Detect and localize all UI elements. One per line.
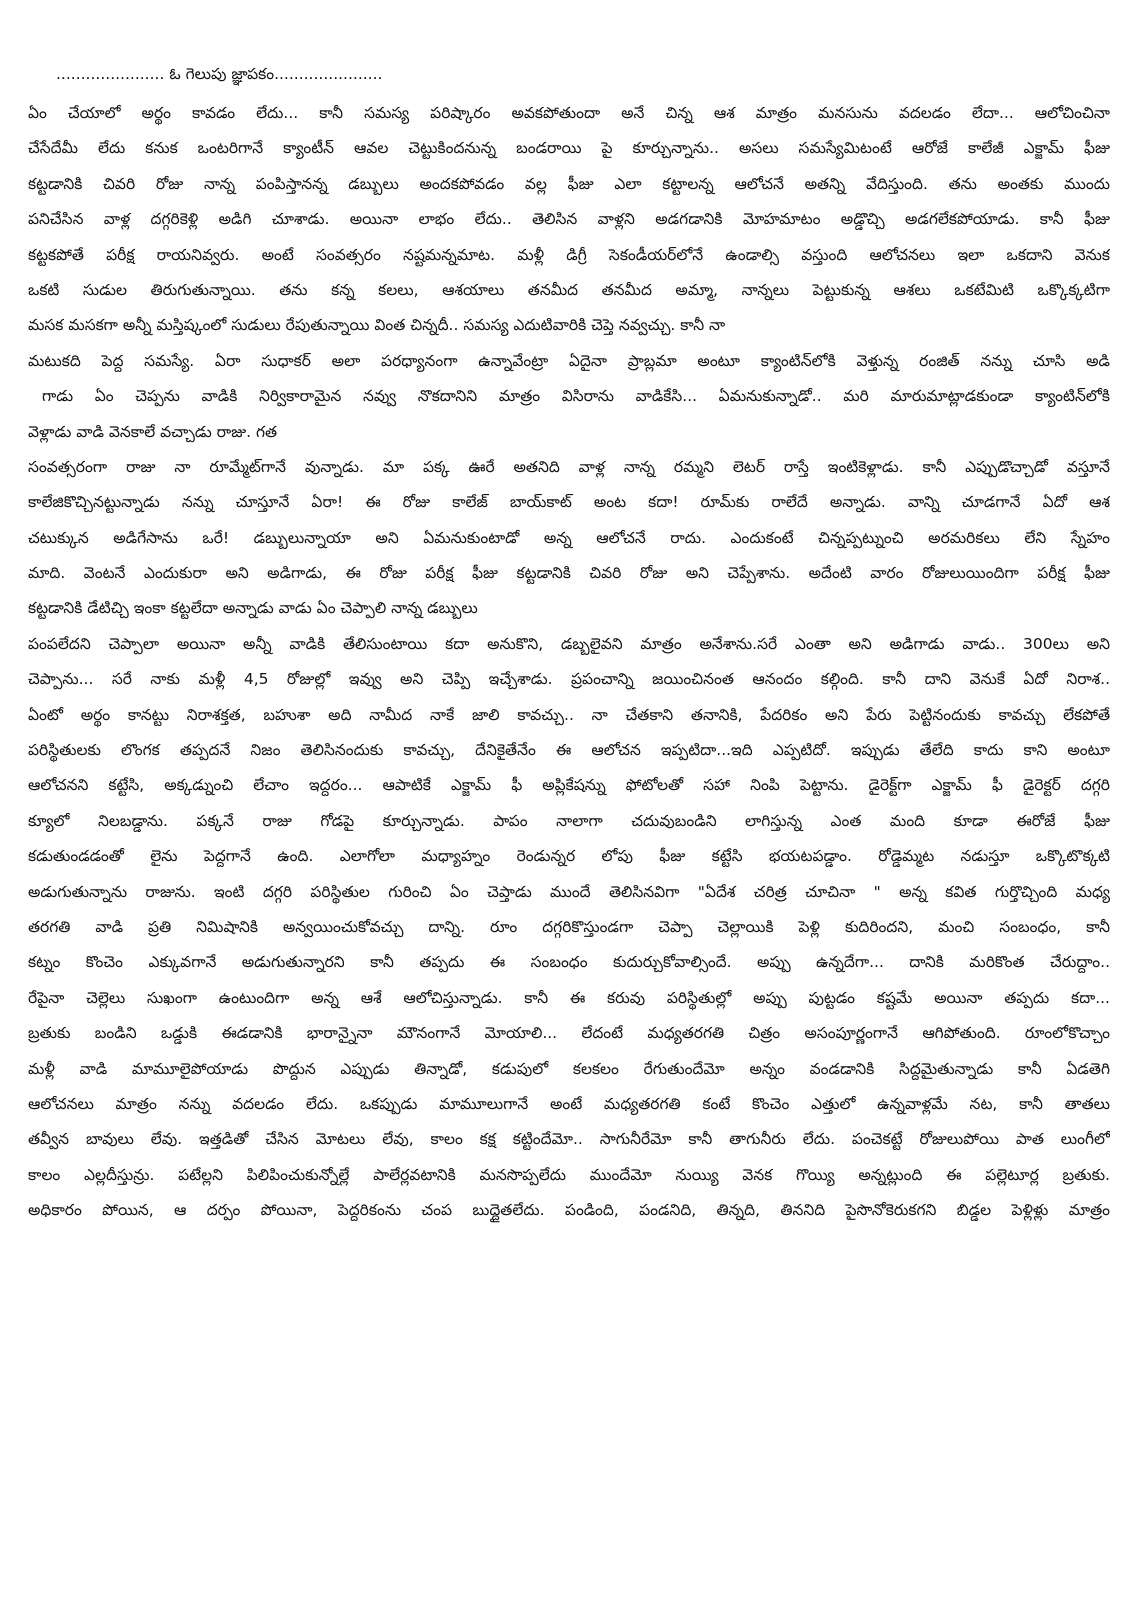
text-line: కాలేజికొచ్చినట్టున్నాడు నన్ను చూస్తూనే ఏరా! ఈ రోజు కాలేజ్ బాయ్‌కాట్ అంట కదా! రూమ్‌కు రాలేదే అన్నాడు. వాన్ని చూడగానే ఏదో ఆశ [28, 493, 1110, 512]
text-line: అడుగుతున్నాను రాజును. ఇంటి దగ్గరి పరిస్థితుల గురించి ఏం చెప్తాడు ముందే తెలిసినవిగా "ఏదేశ చరిత్ర చూచినా " అన్న కవిత గుర్తొచ్చింది మధ్య [28, 882, 1110, 901]
document-body [28, 96, 1110, 1229]
text-line: మళ్లీ వాడి మామూలైపోయాడు పొద్దున ఎప్పుడు తిన్నాడో, కడుపులో కలకలం రేగుతుందేమో అన్నం వండడానికి సిద్దమైతున్నాడు కానీ ఏడతెగి [28, 1059, 1110, 1078]
text-line: బ్రతుకు బండిని ఒడ్డుకి ఈడడానికి భారాన్నైనా మౌనంగానే మోయాలి... లేదంటే మధ్యతరగతి చిత్రం అసంపూర్ణంగానే ఆగిపోతుంది. రూంలోకొచ్చాం [28, 1024, 1110, 1043]
text-line: ఒకటి సుడుల తిరుగుతున్నాయి. తను కన్న కలలు, ఆశయాలు తనమీద తనమీద అమ్మా, నాన్నలు పెట్టుకున్న ఆశలు ఒకటేమిటి ఒక్కొక్కటిగా [28, 280, 1110, 299]
text-line: ఆలోచనలు మాత్రం నన్ను వదలడం లేదు. ఒకప్పుడు మామూలుగానే అంటే మధ్యతరగతి కంటే కొంచెం ఎత్తులో ఉన్నవాళ్లమే నట, కానీ తాతలు [28, 1094, 1110, 1113]
text-line: కట్టడానికి డేటిచ్చి ఇంకా కట్టలేదా అన్నాడు వాడు ఏం చెప్పాలి నాన్న డబ్బులు [28, 599, 478, 618]
text-line: కట్నం కొంచెం ఎక్కువగానే అడుగుతున్నారని కానీ తప్పదు ఈ సంబంధం కుదుర్చుకోవాల్సిందే. అప్పు ఉన్నదేగా... దానికి మరికొంత చేరుద్దాం.. [28, 953, 1110, 972]
text-line: సంవత్సరంగా రాజు నా రూమ్మేట్‌గానే వున్నాడు. మా పక్క ఊరే అతనిది వాళ్ల నాన్న రమ్మని లెటర్ రాస్తే ఇంటికెళ్లాడు. కానీ ఎప్పుడొచ్చాడో వస్తూనే [28, 457, 1110, 476]
text-line: మాది. వెంటనే ఎందుకురా అని అడిగాడు, ఈ రోజు పరీక్ష ఫీజు కట్టడానికి చివరి రోజు అని చెప్పేశాను. అదేంటి వారం రోజులుయిందిగా పరీక్ష ఫీజు [28, 564, 1110, 583]
text-line: అధికారం పోయిన, ఆ దర్పం పోయినా, పెద్దరికంను చంప బుద్దైతలేదు. పండింది, పండనిది, తిన్నది, తిననిది పైసొనోకెరుకగని బిడ్డల పెళ్లిళ్లు మాత్రం [28, 1201, 1110, 1220]
text-line: మసక మసకగా అన్నీ మస్తిష్కంలో సుడులు రేపుతున్నాయి వింత చిన్నదీ.. సమస్య ఎదుటివారికి చెప్తె నవ్వచ్చు. కానీ నా [28, 316, 726, 335]
text-line: రేపైనా చెల్లెలు సుఖంగా ఉంటుందిగా అన్న ఆశే ఆలోచిస్తున్నాడు. కానీ ఈ కరువు పరిస్థితుల్లో అప్పు పుట్టడం కష్టమే అయినా తప్పదు కదా... [28, 988, 1110, 1007]
text-line: ఏంటో అర్థం కానట్టు నిరాశక్తత, బహుశా అది నామీద నాకే జాలి కావచ్చు.. నా చేతకాని తనానికి, పేదరికం అని పేరు పెట్టినందుకు కావచ్చు లేకపోతే [28, 705, 1110, 724]
text-line: మటుకది పెద్ద సమస్యే. ఏరా సుధాకర్ అలా పరధ్యానంగా ఉన్నావేంట్రా ఏదైనా ప్రాబ్లమా అంటూ క్యాంటిన్‌లోకి వెళ్తున్న రంజిత్ నన్ను చూసి అడి [28, 351, 1110, 370]
text-line: ఏం చేయాలో అర్థం కావడం లేదు... కానీ సమస్య పరిష్కారం అవకపోతుందా అనే చిన్న ఆశ మాత్రం మనసును వదలడం లేదా... ఆలోచించినా [28, 104, 1110, 122]
text-line: గాడు ఏం చెప్పను వాడికి నిర్వికారామైన నవ్వు నొకదానిని మాత్రం విసిరాను వాడికేసి... ఏమనుకున్నాడో.. మరి మారుమాట్లాడకుండా క్యాంటిన్‌లోకి [42, 387, 1110, 406]
text-line: చెప్పాను... సరే నాకు మళ్లీ 4,5 రోజుల్లో ఇవ్వు అని చెప్పి ఇచ్చేశాడు. ప్రపంచాన్ని జయించినంత ఆనందం కల్గింది. కానీ దాని వెనుకే ఏదో నిరాశ.. [28, 670, 1110, 689]
text-line: కడుతుండడంతో లైను పెద్దగానే ఉంది. ఎలాగోలా మధ్యాహ్నం రెండున్నర లోపు ఫీజు కట్టేసి భయటపడ్డాం. రోడ్డెమ్మట నడుస్తూ ఒక్కొటొక్కటి [28, 847, 1110, 866]
text-line: క్యూలో నిలబడ్డాను. పక్కనే రాజు గోడపై కూర్చున్నాడు. పాపం నాలాగా చదువుబండిని లాగిస్తున్న ఎంత మంది కూడా ఈరోజే ఫీజు [28, 811, 1110, 830]
text-line: చటుక్కున అడిగేసాను ఒరే! డబ్బులున్నాయా అని ఏమనుకుంటాడో అన్న ఆలోచనే రాదు. ఎందుకంటే చిన్నప్పట్నుంచి అరమరికలు లేని స్నేహం [28, 528, 1110, 547]
document-title: ...................... ఓ గెలుపు జ్ఞాపకం...................... [56, 65, 383, 83]
text-line: కాలం ఎల్లదీస్తున్రు. పటేల్లని పిలిపించుకున్నోల్లే పాలేర్లవటానికి మనసొప్పలేదు ముందేమో నుయ్యి వెనక గొయ్యి అన్నట్లుంది ఈ పల్లెటూర్ల బ్రతుకు. [28, 1165, 1110, 1184]
text-line: కట్టకపోతే పరీక్ష రాయనివ్వరు. అంటే సంవత్సరం నష్టమన్నమాట. మళ్లీ డిగ్రీ సెకండీయర్‌లోనే ఉండాల్సి వస్తుంది ఆలోచనలు ఇలా ఒకదాని వెనుక [28, 245, 1110, 264]
text-line: పంపలేదని చెప్పాలా అయినా అన్నీ వాడికి తేలిసుంటాయి కదా అనుకొని, డబ్బలైవని మాత్రం అనేశాను.సరే ఎంతా అని అడిగాడు వాడు.. 300లు అని [28, 634, 1110, 653]
text-line: తవ్వీన బావులు లేవు. ఇత్తడితో చేసిన మోటలు లేవు, కాలం కక్ష కట్టిందేమో.. సాగునీరేమో కానీ తాగునీరు లేదు. పంచెకట్టే రోజులుపోయి పాత లుంగీలో [28, 1130, 1110, 1149]
text-line: కట్టడానికి చివరి రోజు నాన్న పంపిస్తానన్న డబ్బులు అందకపోవడం వల్ల ఫీజు ఎలా కట్టాలన్న ఆలోచనే అతన్ని వేదిస్తుంది. తను అంతకు ముందు [28, 174, 1110, 193]
text-line: తరగతి వాడి ప్రతి నిమిషానికి అన్వయించుకోవచ్చు దాన్ని. రూం దగ్గరికొస్తుండగా చెప్పా చెల్లాయికి పెళ్లి కుదిరిందని, మంచి సంబంధం, కానీ [28, 917, 1110, 936]
text-line: వెళ్లాడు వాడి వెనకాలే వచ్చాడు రాజు. గత [28, 422, 278, 441]
text-line: ఆలోచనని కట్టేసి, అక్కడ్నుంచి లేచాం ఇద్దరం... ఆపాటికే ఎక్జామ్ ఫీ అప్లికేషన్ను ఫోటోలతో సహా నింపి పెట్టాను. డైరెక్ట్‌గా ఎక్జామ్ ఫీ డైరెక్టర్ దగ్గరి [28, 776, 1110, 795]
text-line: చేసేదేమీ లేదు కనుక ఒంటరిగానే క్యాంటీన్ ఆవల చెట్టుకిందనున్న బండరాయి పై కూర్చున్నాను.. అసలు సమస్యేమిటంటే ఆరోజే కాలేజీ ఎక్జామ్ ఫీజు [28, 139, 1110, 158]
text-line: పనిచేసిన వాళ్ల దగ్గరికెళ్లి అడిగి చూశాడు. అయినా లాభం లేదు.. తెలిసిన వాళ్లని అడగడానికి మోహమాటం అడ్డొచ్చి అడగలేకపోయాడు. కానీ ఫీజు [28, 210, 1110, 229]
text-line: పరిస్థితులకు లొంగక తప్పదనే నిజం తెలిసినందుకు కావచ్చు, దేనికైతేనేం ఈ ఆలోచన ఇప్పటిదా...ఇది ఎప్పటిదో. ఇప్పుడు తేలేది కాదు కాని అంటూ [28, 741, 1110, 760]
